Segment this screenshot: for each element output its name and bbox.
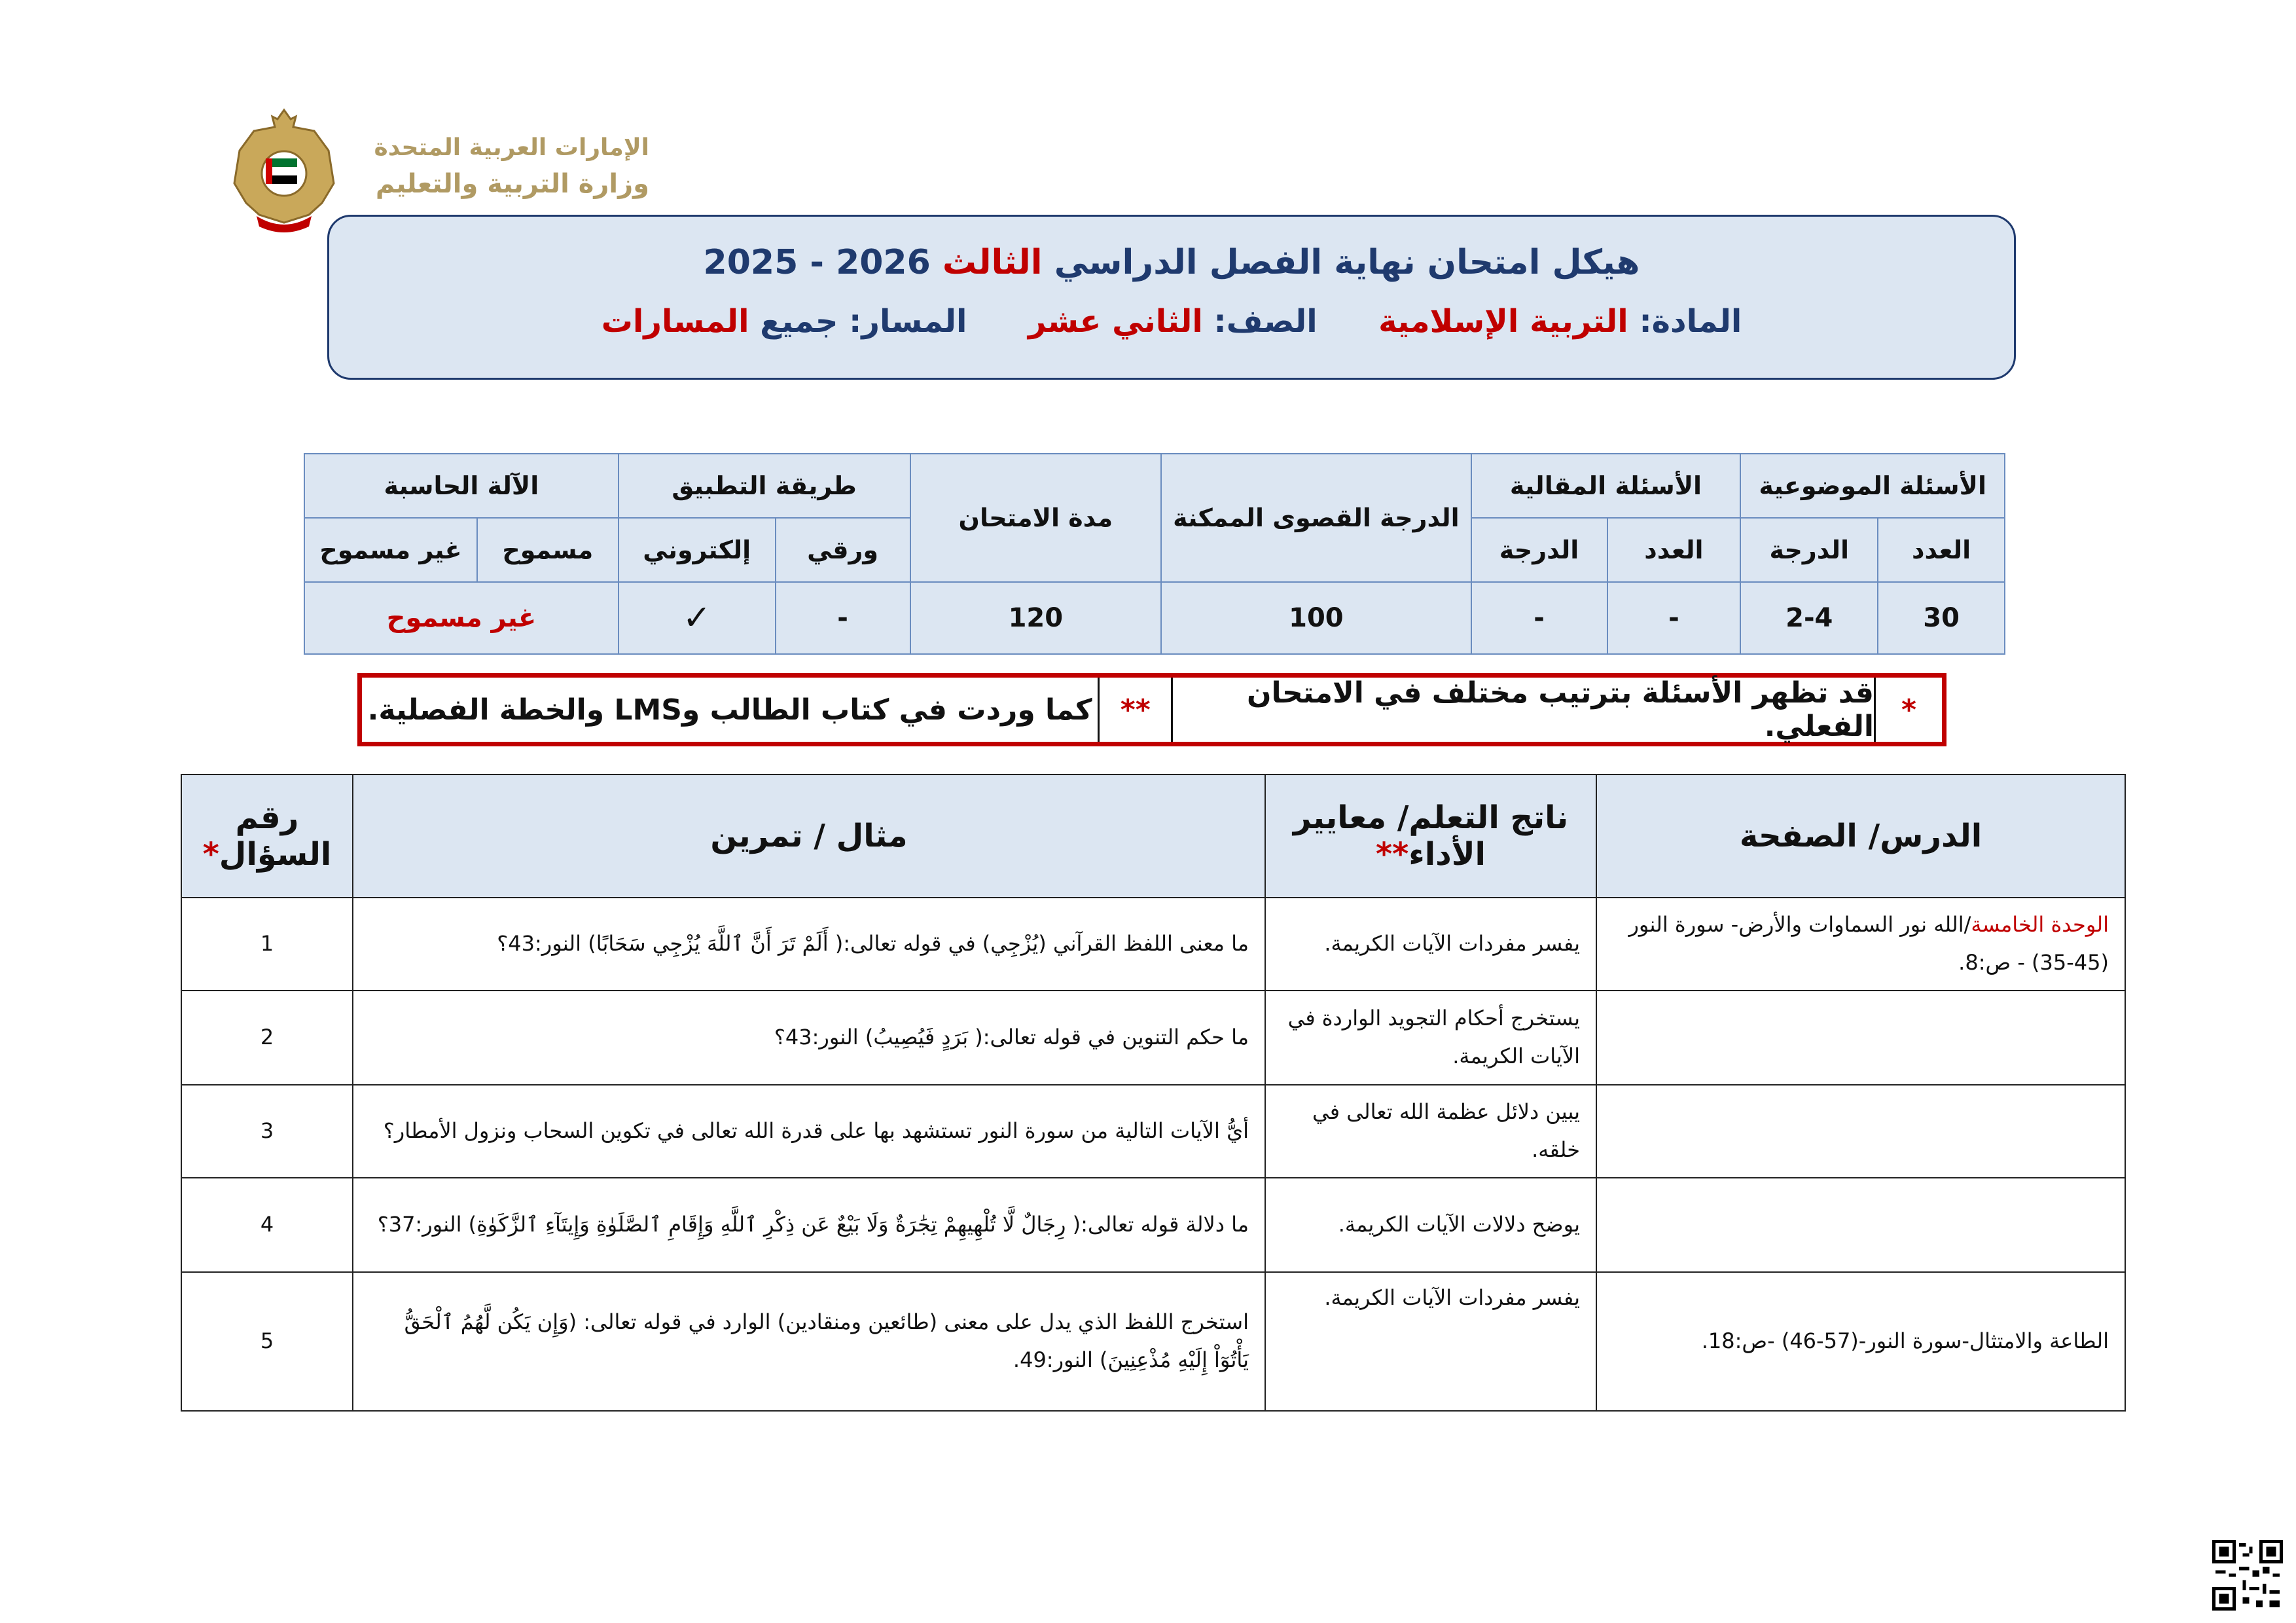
exam-meta [329,303,2014,340]
note-star-single: * [1874,678,1942,742]
lesson-header: الدرس/ الصفحة [1596,775,2125,898]
subject-label: المادة: [1639,303,1742,340]
max-score-header: الدرجة القصوى الممكنة [1161,454,1471,582]
essay-header: الأسئلة المقالية [1471,454,1741,518]
outcome-header [1265,775,1596,898]
duration-header: مدة الامتحان [910,454,1162,582]
example-header: مثال / تمرين [353,775,1265,898]
table-row [181,1178,2125,1272]
note-star-double: ** [1098,678,1171,742]
exam-title [329,243,2014,282]
exam-header [327,215,2016,380]
note-source-text: كما وردت في كتاب الطالب وLMS والخطة الفصلية. [367,693,1092,727]
table-row [181,1085,2125,1178]
question-number: 1 [181,898,353,991]
subject-value: التربية الإسلامية [1378,303,1628,340]
question-number: 5 [181,1272,353,1411]
example-cell: أيُّ الآيات التالية من سورة النور تستشهد بها على قدرة الله تعالى في تكوين السحاب ونزول الأمطار؟ [353,1085,1265,1178]
lesson-cell [1596,991,2125,1085]
objective-score-value: 2-4 [1740,582,1878,654]
example-cell: ما دلالة قوله تعالى:( رِجَالٌ لَّا تُلْهِيهِمْ تِجَٰرَةٌ وَلَا بَيْعٌ عَن ذِكْرِ ٱللَّهِ وَإِقَامِ ٱلصَّلَوٰةِ وَإِيتَآءِ ٱلزَّكَوٰةِ) النور:37؟ [353,1178,1265,1272]
objective-count-header: العدد [1878,518,2005,582]
outcome-cell: يبين دلائل عظمة الله تعالى في خلقه. [1265,1085,1596,1178]
method-header: طريقة التطبيق [619,454,910,518]
note-order-text: قد تظهر الأسئلة بترتيب مختلف في الامتحان الفعلي. [1171,678,1874,742]
table-row [181,898,2125,991]
lesson-unit: الوحدة الخامسة [1971,912,2109,938]
falcon-emblem-icon [230,105,338,236]
calculator-header: الآلة الحاسبة [304,454,619,518]
paper-value: - [776,582,910,654]
lesson-cell [1596,1178,2125,1272]
max-score-value: 100 [1161,582,1471,654]
track-word: جميع [760,303,838,340]
number-header-text: رقم السؤال [219,799,332,873]
outcome-cell: يستخرج أحكام التجويد الواردة في الآيات الكريمة. [1265,991,1596,1085]
question-number: 3 [181,1085,353,1178]
exam-term: الثالث [942,243,1043,282]
duration-value: 120 [910,582,1162,654]
number-header-mark: * [202,836,219,873]
essay-count-header: العدد [1607,518,1741,582]
lesson-text: /الله نور السماوات والأرض- سورة النور (45-35) - ص:8. [1628,912,2109,975]
example-cell: ما معنى اللفظ القرآني (يُزْجِي) في قوله تعالى:( أَلَمْ تَرَ أَنَّ ٱللَّهَ يُزْجِي سَحَابًا) النور:43؟ [353,898,1265,991]
question-number: 2 [181,991,353,1085]
paper-header: ورقي [776,518,910,582]
number-header [181,775,353,898]
objective-score-header: الدرجة [1740,518,1878,582]
outcome-cell: يفسر مفردات الآيات الكريمة. [1265,1272,1596,1411]
calc-not-allowed-header: غير مسموح [304,518,477,582]
ministry-country: الإمارات العربية المتحدة [374,134,649,161]
notes-box [357,673,1946,746]
exam-year: 2025 - 2026 [703,243,931,282]
outcome-header-mark: ** [1375,836,1409,873]
electronic-header: إلكتروني [619,518,776,582]
lesson-cell: الطاعة والامتثال-سورة النور-(57-46) -ص:18. [1596,1272,2125,1411]
essay-count-value: - [1607,582,1741,654]
lesson-cell [1596,1085,2125,1178]
track-value: المسارات [601,303,749,340]
track-label: المسار: [849,303,967,340]
example-cell: استخرج اللفظ الذي يدل على معنى (طائعين ومنقادين) الوارد في قوله تعالى: (وَإِن يَكُن لَّهُمُ ٱلْحَقُّ يَأْتُوٓاْ إِلَيْهِ مُذْعِنِينَ) النور:49. [353,1272,1265,1411]
electronic-check-icon: ✓ [619,582,776,654]
outcome-cell: يفسر مفردات الآيات الكريمة. [1265,898,1596,991]
calc-allowed-header: مسموح [477,518,619,582]
qr-code-icon[interactable] [2212,1540,2283,1611]
exam-title-prefix: هيكل امتحان نهاية الفصل الدراسي [1054,243,1640,282]
grade-value: الثاني عشر [1028,303,1203,340]
outcome-header-text: ناتج التعلم/ معايير الأداء [1293,799,1569,873]
questions-table [181,774,2126,1412]
table-row [181,1272,2125,1411]
ministry-name: وزارة التربية والتعليم [375,169,649,200]
grade-label: الصف: [1213,303,1318,340]
lesson-cell [1596,898,2125,991]
outcome-cell: يوضح دلالات الآيات الكريمة. [1265,1178,1596,1272]
table-row [181,991,2125,1085]
example-cell: ما حكم التنوين في قوله تعالى:( بَرَدٍ فَيُصِيبُ) النور:43؟ [353,991,1265,1085]
exam-structure-table [304,453,2005,655]
essay-score-value: - [1471,582,1607,654]
objective-count-value: 30 [1878,582,2005,654]
objective-header: الأسئلة الموضوعية [1740,454,2005,518]
calculator-value: غير مسموح [304,582,619,654]
essay-score-header: الدرجة [1471,518,1607,582]
question-number: 4 [181,1178,353,1272]
